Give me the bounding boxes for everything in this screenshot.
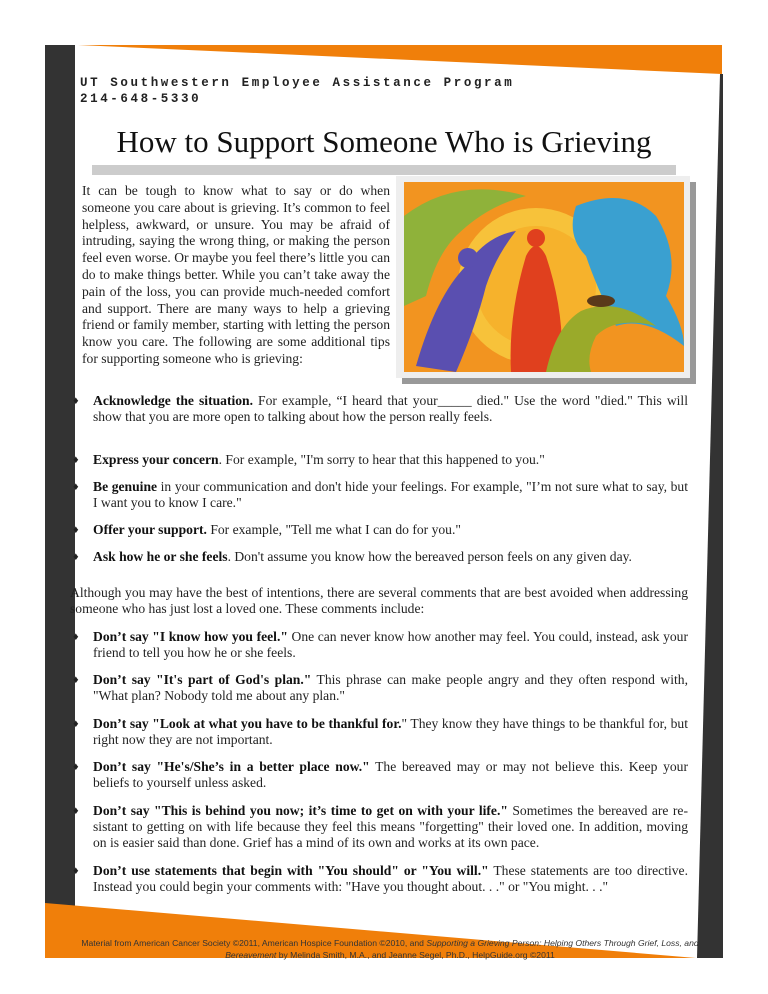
- diamond-bullet-icon: ♦: [73, 761, 79, 773]
- avoid-heading: Don’t say "It's part of God's plan.": [93, 672, 312, 687]
- citation-book-title: Supporting a Grieving Person: Helping Others Through Grief, Loss, and Bereavement: [225, 938, 699, 960]
- diamond-bullet-icon: ♦: [73, 865, 79, 877]
- diamond-bullet-icon: ♦: [73, 805, 79, 817]
- avoid-text: " They know they have things to be thankful for, but right now they are not important.: [93, 716, 688, 747]
- avoid-item: [73, 672, 688, 704]
- grieving-support-painting: [396, 176, 696, 384]
- avoid-item: [73, 716, 688, 748]
- avoid-item: [73, 759, 688, 791]
- avoid-heading: Don’t use statements that begin with "You should" or "You will.": [93, 863, 489, 878]
- tip-item: [73, 393, 688, 425]
- source-citation: [60, 937, 720, 961]
- avoid-heading: Don’t say "I know how you feel.": [93, 629, 288, 644]
- tip-text: For example, “I heard that your_____ died." Use the word "died." This will show that you are more open to talking about how the person really feels.: [93, 393, 688, 424]
- avoid-text: This phrase can make people angry and they often respond with, "What plan? Nobody told me about any plan.": [93, 672, 689, 703]
- citation-part2: by Melinda Smith, M.A., and Jeanne Segel, Ph.D., HelpGuide.org ©2011: [276, 950, 555, 960]
- tip-text: . For example, "I'm sorry to hear that this happened to you.": [218, 452, 545, 467]
- right-dark-wedge: [697, 74, 723, 958]
- avoid-item: [73, 629, 688, 661]
- citation-part1: Material from American Cancer Society ©2011, American Hospice Foundation ©2010, and: [81, 938, 427, 948]
- diamond-bullet-icon: ♦: [73, 395, 79, 407]
- avoid-item: [73, 803, 688, 851]
- avoid-heading: Don’t say "This is behind you now; it’s time to get on with your life.": [93, 803, 508, 818]
- tip-text: in your communication and don't hide your feelings. For example, "I’m not sure what to say, but I want you to know I care.": [93, 479, 688, 510]
- diamond-bullet-icon: ♦: [73, 718, 79, 730]
- intro-paragraph: It can be tough to know what to say or do when someone you care about is grieving. It’s common to feel helpless, awkward, or unsure. You may be afraid of intruding, saying the wrong thing, or making the person feel even worse. Or maybe you feel there’s little you can do to make things better. While you can’t take away the pain of the loss, you can provide much-needed comfort and support. There are many ways to help a grieving friend or family member, starting with letting the person know you care. The following are some additional tips for supporting someone who is grieving:: [82, 183, 390, 366]
- diamond-bullet-icon: ♦: [73, 551, 79, 563]
- avoid-text: The bereaved may or may not believe this. Keep your beliefs to yourself unless asked.: [93, 759, 688, 790]
- tip-item: [73, 522, 688, 538]
- diamond-bullet-icon: ♦: [73, 674, 79, 686]
- title-underline-bar: [92, 165, 676, 175]
- tip-item: [73, 452, 688, 468]
- diamond-bullet-icon: ♦: [73, 481, 79, 493]
- tip-heading: Offer your support.: [93, 522, 207, 537]
- transition-paragraph: Although you may have the best of intentions, there are several comments that are best avoided when addressing someone who has just lost a loved one. These comments include:: [70, 585, 688, 616]
- avoid-item: [73, 863, 688, 895]
- tip-heading: Ask how he or she feels: [93, 549, 228, 564]
- avoid-heading: Don’t say "Look at what you have to be thankful for.: [93, 716, 402, 731]
- page-title: How to Support Someone Who is Grieving: [116, 124, 652, 159]
- left-dark-bar: [45, 45, 75, 958]
- diamond-bullet-icon: ♦: [73, 454, 79, 466]
- avoid-text: Sometimes the bereaved are re-sistant to getting on with life because they feel this means "forgetting" their loved one. In addition, moving on is easier said than done. Grief has a mind of its own and works at its own pace.: [93, 803, 688, 850]
- avoid-text: These statements are too directive. Instead you could begin your comments with: "Have you thought about. . ." or "You might. . .": [93, 863, 688, 894]
- avoid-heading: Don’t say "He's/She’s in a better place now.": [93, 759, 370, 774]
- diamond-bullet-icon: ♦: [73, 524, 79, 536]
- diamond-bullet-icon: ♦: [73, 631, 79, 643]
- tip-heading: Be genuine: [93, 479, 158, 494]
- tip-item: [73, 549, 688, 565]
- tip-heading: Acknowledge the situation.: [93, 393, 254, 408]
- tip-text: For example, "Tell me what I can do for you.": [206, 522, 461, 537]
- tip-text: . Don't assume you know how the bereaved person feels on any given day.: [227, 549, 632, 564]
- top-orange-band: [78, 45, 722, 74]
- avoid-text: One can never know how another may feel. You could, instead, ask your friend to tell you how he or she feels.: [93, 629, 688, 660]
- phone-number: 214-648-5330: [80, 92, 202, 106]
- organization-name: UT Southwestern Employee Assistance Program: [80, 76, 515, 90]
- tip-heading: Express your concern: [93, 452, 219, 467]
- tip-item: [73, 479, 688, 511]
